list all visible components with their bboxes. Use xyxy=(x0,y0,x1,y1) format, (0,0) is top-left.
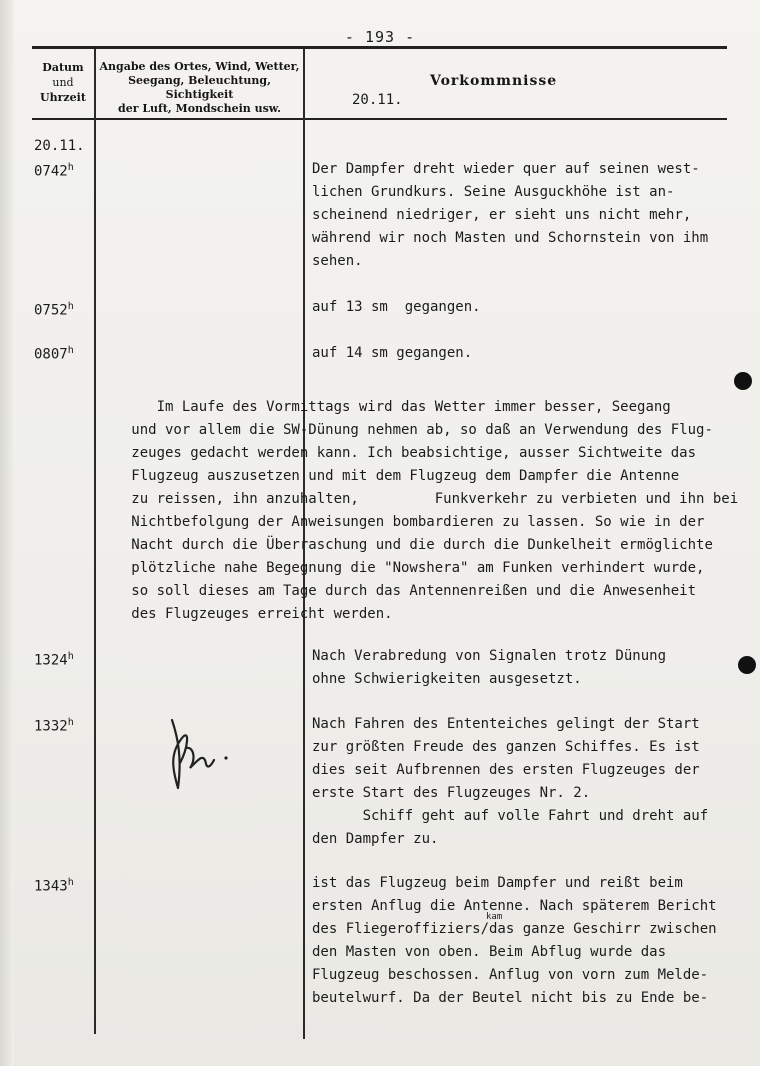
header-angabe-line: der Luft, Mondschein usw. xyxy=(118,102,281,115)
binder-hole xyxy=(738,656,756,674)
entry-text: auf 14 sm gegangen. xyxy=(312,345,473,361)
header-vorkommnisse: Vorkommnisse xyxy=(430,73,558,89)
header-angabe xyxy=(98,60,301,116)
entry-time xyxy=(34,712,74,738)
entry-time xyxy=(34,296,74,322)
entry-text: Nach Fahren des Ententeiches gelingt der Start zur größten Freude des ganzen Schiffes. Es ist dies seit Aufbrennen des ersten Flugzeuges der erste Start des Flugzeuges Nr. 2. Schiff geht auf volle Fahrt und dreht auf den Dampfer zu. xyxy=(312,716,709,847)
entry-time-sup: h xyxy=(67,301,74,312)
entry-time xyxy=(34,872,74,898)
entry-date-text: 20.11. xyxy=(34,138,85,154)
header-datum xyxy=(32,60,94,105)
entry-time-text: 0742 xyxy=(34,163,68,180)
header-angabe-line: Seegang, Beleuchtung, Sichtigkeit xyxy=(128,74,271,101)
entry-time-sup: h xyxy=(67,345,74,356)
entry-time-text: 1332 xyxy=(34,718,68,735)
header-date: 20.11. xyxy=(352,92,403,108)
entry-text: Der Dampfer dreht wieder quer auf seinen west- lichen Grundkurs. Seine Ausguckhöhe ist an- scheinend niedriger, er sieht uns nicht mehr, während wir noch Masten und Schornstein von ihm sehen. xyxy=(312,161,709,269)
wide-paragraph: Im Laufe des Vormittags wird das Wetter immer besser, Seegang und vor allem die SW-Dünung nehmen ab, so daß an Verwendung des Flug- zeuges gedacht werden kann. Ich beabsichtige, ausser Sichtweite das Flugzeug auszusetzen und mit dem Flugzeug dem Dampfer die Antenne zu reissen, ihn anzuhalten, Funkverkehr zu verbieten und ihn bei Nichtbefolgung der Anweisungen bombardieren zu lassen. So wie in der Nacht durch die Überraschung und die durch die Dunkelheit ermöglichte plötzliche nahe Begegnung die "Nowshera" am Funken verhindert wurde, so soll dieses am Tage durch das Antennenreißen und die Anwesenheit des Flugzeuges erreicht werden. xyxy=(131,399,739,622)
header-datum-line: und xyxy=(52,76,74,89)
entry-date xyxy=(34,135,85,157)
entry-time-sup: h xyxy=(67,651,74,662)
entry-time-sup: h xyxy=(67,162,74,173)
entry-time-sup: h xyxy=(67,877,74,888)
entry-text: Nach Verabredung von Signalen trotz Dünung ohne Schwierigkeiten ausgesetzt. xyxy=(312,648,667,687)
entry-time xyxy=(34,340,74,366)
header-datum-line: Uhrzeit xyxy=(40,91,86,104)
entry-time-text: 1324 xyxy=(34,652,68,669)
entry-time xyxy=(34,157,74,183)
entry-time xyxy=(34,646,74,672)
entry-text: ist das Flugzeug beim Dampfer und reißt beim ersten Anflug die Antenne. Nach späterem Bericht des Fliegeroffiziers/das ganze Geschirr zwischen den Masten von oben. Beim Abflug wurde das Flugzeug beschossen. Anflug von vorn zum Melde- beutelwurf. Da der Beutel nicht bis zu Ende be- xyxy=(312,875,717,1006)
header-bottom-rule xyxy=(32,118,727,120)
binder-hole xyxy=(734,372,752,390)
header-top-rule xyxy=(32,46,727,49)
header-datum-line: Datum xyxy=(42,61,84,74)
column-divider-datum xyxy=(94,49,96,1034)
entry-time-text: 0807 xyxy=(34,346,68,363)
header-angabe-line: Angabe des Ortes, Wind, Wetter, xyxy=(99,60,300,73)
handwritten-initials-signature xyxy=(160,708,240,798)
entry-time-sup: h xyxy=(67,717,74,728)
entry-time-text: 1343 xyxy=(34,878,68,895)
entry-text: auf 13 sm gegangen. xyxy=(312,299,481,315)
page-number: - 193 - xyxy=(344,28,416,46)
entry-time-text: 0752 xyxy=(34,302,68,319)
page-edge-shadow xyxy=(0,0,14,1066)
insertion-mark: kam xyxy=(486,912,503,922)
